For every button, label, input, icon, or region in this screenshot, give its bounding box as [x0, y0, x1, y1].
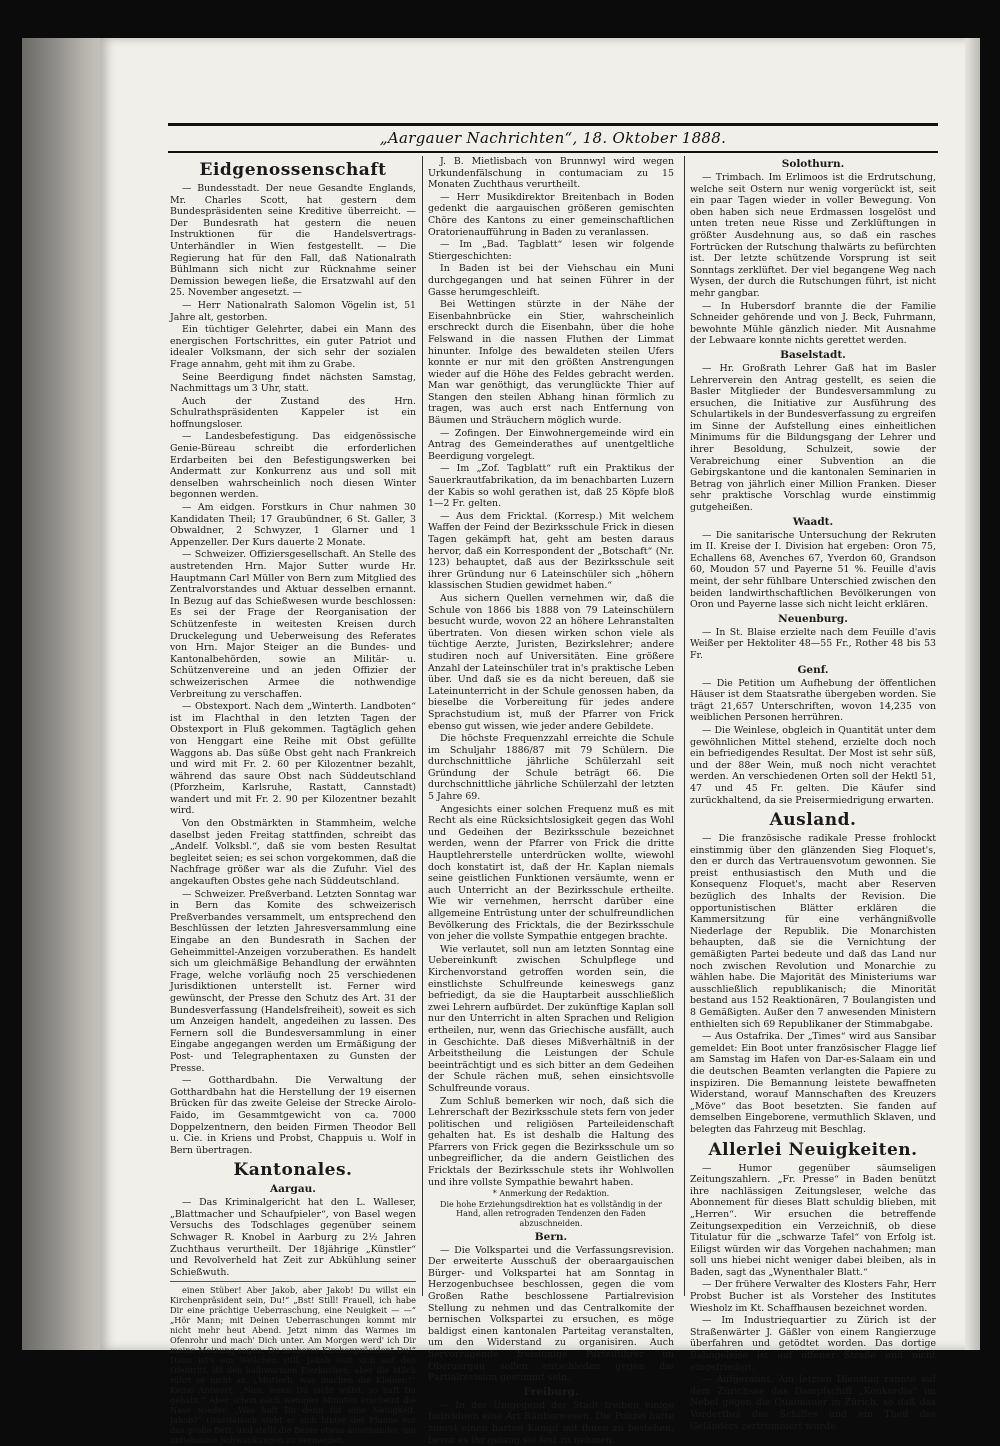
page-header: „Aargauer Nachrichten“, 18. Oktober 1888. [379, 129, 727, 147]
article-paragraph: — In St. Blaise erzielte nach dem Feuille d'avis Weißer per Hektoliter 48—55 Fr., Rother 48 bis 53 Fr. [690, 626, 936, 661]
article-paragraph: — Bundesstadt. Der neue Gesandte Englands, Mr. Charles Scott, hat gestern dem Bundespräsidenten seine Kreditive überreicht. — Der Bundesrath hat gestern die neuen Instruktionen für die Handelsvertrags-Unterhändler in Wien festgestellt. — Die Regierung hat für den Fall, daß Nationalrath Bühlmann sich nicht zur Rücknahme seiner Demission bewegen ließe, die Ersatzwahl auf den 25. November angesetzt. — [170, 183, 416, 299]
article-paragraph: — Obstexport. Nach dem „Winterth. Landboten“ ist im Flachthal in den letzten Tagen der Obstexport in Fluß gekommen. Tagtäglich gehen von Henggart eine Reihe mit Obst gefüllte Waggons ab. Das süße Obst geht nach Frankreich und wird mit Fr. 2. 60 per Kilozentner bezahlt, während das saure Obst nach Süddeutschland (Pforzheim, Karlsruhe, Rastatt, Cannstadt) wandert und mit Fr. 2. 90 per Kilozentner bezahlt wird. [170, 701, 416, 817]
article-paragraph: — Die Weinlese, obgleich in Quantität unter dem gewöhnlichen Mittel stehend, erzielte doch noch ein befriedigendes Resultat. Der Most ist sehr süß, und der 88er Wein, muß noch nicht verachtet werden. An verschiedenen Orten soll der Hektl 51, 47 und 45 Fr. gelten. Die Käufer sind zurückhaltend, da sie Preisermiedrigung erwarten. [690, 724, 936, 806]
article-paragraph: — Die Volkspartei und die Verfassungsrevision. Der erweiterte Ausschuß der oberaargauischen Bürger- und Volkspartei hat am Sonntag in Herzogenbuchsee beschlossen, gegen die vom Großen Rathe beschlossene Partialrevision Stellung zu nehmen und das Centralkomite der bernischen Volkspartei zu ersuchen, es möge baldigst einen kantonalen Parteitag veranstalten, um den Widerstand zu organisiren. Auch hervorragende freisinnige Parteiführer im Oberaargau sollen entschieden gegen die Partialrevision gestimmt sein. [428, 1244, 674, 1384]
subheading-baselstadt: Baselstadt. [780, 348, 846, 361]
article-paragraph: — Aufgerannt. Am letzten Dienstag rannte auf dem Zürichsee das Dampfschiff „Konkordia“ im Nebel gegen die Quaimauer in Zürich, so daß das Vorderthel des Schiffes und ein Theil des Geländers zertrümmert wurde. [690, 1374, 936, 1432]
editor-note-title: * Anmerkung der Redaktion. [492, 1189, 610, 1199]
article-paragraph: — Herr Nationalrath Salomon Vögelin ist, 51 Jahre alt, gestorben. [170, 299, 416, 323]
article-paragraph: — Schweizer. Preßverband. Letzten Sonntag war in Bern das Komite des schweizerisch Preßverbandes versammelt, um entsprechend den Beschlüssen der letzten Jahresversammlung eine Eingabe an den Bundesrath in Sachen der Geheimmittel-Anzeigen vorzuberathen. Es handelt sich um gleichmäßige Behandlung der erwähnten Frage, welche vorläufig noch 25 verschiedenen Jurisdiktionen unterstellt ist. Ferner wird gewünscht, der Presse den Schutz des Art. 31 der Bundesverfassung (Handelsfreiheit), soweit es sich um Anzeigen handelt, angedeihen zu lassen. Des Fernern soll die Bundesversammlung in einer Eingabe angegangen werden um Ermäßigung der Post- und Telegraphentaxen zu Gunsten der Presse. [170, 888, 416, 1074]
article-paragraph: — Aus dem Fricktal. (Korresp.) Mit welchem Waffen der Feind der Bezirksschule Frick in diesen Tagen gekämpft hat, geht am besten daraus hervor, daß ein Korrespondent der „Botschaft“ (Nr. 123) behauptet, daß aus der Bezirksschule seit ihrer Gründung nur 6 Lateinschüler sich „höhern klassischen Studien gewidmet haben.“ [428, 510, 674, 592]
column-3 [690, 156, 936, 1432]
article-paragraph: Seine Beerdigung findet nächsten Samstag, Nachmittags um 3 Uhr, statt. [170, 371, 416, 395]
article-paragraph: — Hr. Großrath Lehrer Gaß hat im Basler Lehrerverein den Antrag gestellt, es seien die Basler Mitglieder der Bundesversammlung zu ersuchen, die Initiative zur Ausführung des Schulartikels in der Bundesverfassung zu ergreifen im Sinne der Aufstellung eines einheitlichen Minimums für die Bildungsgang der Lehrer und ihrer Besoldung, Schulzeit, sowie der Verabreichung einer Subvention an die Gebirgskantone und die kantonalen Seminarien in Betrag von jährlich einer Million Franken. Dieser sehr praktische Vorschlag wurde einstimmig gutgeheißen. [690, 362, 936, 514]
subheading-solothurn: Solothurn. [781, 158, 845, 170]
feuilleton-divider [170, 1281, 416, 1282]
page-edge-shadow [22, 38, 112, 1350]
article-paragraph: — Die französische radikale Presse frohlockt einstimmig über den glänzenden Sieg Floquet's, den er durch das Vertrauensvotum gewonnen. Sie preist enthusiastisch den Muth und die Konsequenz Floquet's, macht aber Reserven bezüglich des Inhalts der Revision. Die opportunistischen Blätter erklären die Kammersitzung für eine verhängnißvolle Niederlage der Republik. Die Monarchisten behaupten, daß sie die Vernichtung der gemäßigten Partei bedeute und daß das Land nur noch zwischen Revolution und Monarchie zu wählen habe. Die Majorität des Ministeriums war ausschließlich republikanisch; die Minorität bestand aus 152 Reaktionären, 7 Boulangisten und 8 Gemäßigten. Außer den 7 anwesenden Ministern enthielten sich 69 Republikaner der Stimmabgabe. [690, 833, 936, 1030]
article-paragraph: Von den Obstmärkten in Stammheim, welche daselbst jeden Freitag stattfinden, schreibt das „Andelf. Volksbl.“, daß sie vom besten Resultat begleitet seien; es sei schon vorgekommen, daß die Nachfrage größer war als die Zufuhr. Viel des angekauften Obstes gehe nach Süddeutschland. [170, 818, 416, 888]
column-1 [170, 156, 416, 1446]
newspaper-page [100, 38, 980, 1446]
subheading-waadt: Waadt. [792, 515, 834, 528]
section-heading-kantonales: Kantonales. [233, 1160, 353, 1181]
section-heading-allerlei: Allerlei Neuigkeiten. [708, 1139, 918, 1160]
article-paragraph: Aus sichern Quellen vernehmen wir, daß die Schule von 1866 bis 1888 von 79 Lateinschülern besucht wurde, wovon 22 an höhere Lehranstalten übertraten. Von diesen wirken schon viele als tüchtige Aerzte, Juristen, Bezirkslehrer; andere studiren noch auf Universitäten. Eine größere Anzahl der Lateinschüler trat in's praktische Leben über. Und daß sie es da nicht bereuen, daß sie Lateinunterricht in der Schule genossen haben, da bieselbe die Vorbereitung für jedes andere Sprachstudium ist, muß der Pfarrer von Frick ebenso gut wissen, wie jeder andere Gebildete. [428, 592, 674, 732]
header-rule-top [168, 123, 938, 126]
article-paragraph: — Im „Zof. Tagblatt“ ruft ein Praktikus der Sauerkrautfabrikation, da im benachbarten Luzern der Kabis so wohl gerathen ist, daß 25 Köpfe bloß 1—2 Fr. gelten. [428, 463, 674, 510]
article-paragraph: — Im „Bad. Tagblatt“ lesen wir folgende Stiergeschichten: [428, 239, 674, 262]
subheading-freiburg: Freiburg. [523, 1385, 579, 1398]
article-paragraph: — Herr Musikdirektor Breitenbach in Boden gedenkt die aargauischen größeren gemischten Chöre des Kantons zu einer gemeinschaftlichen Oratorienaufführung in Baden zu veranlassen. [428, 191, 674, 238]
subheading-genf: Genf. [797, 663, 829, 676]
article-paragraph: Auch der Zustand des Hrn. Schulrathspräsidenten Kappeler ist ein hoffnungsloser. [170, 395, 416, 430]
article-paragraph: Angesichts einer solchen Frequenz muß es mit Recht als eine Rücksichtslosigkeit gegen das Wohl und Gedeihen der Bezirksschule bezeichnet werden, wenn der Pfarrer von Frick die dritte Hauptlehrerstelle unterdrücken wollte, wiewohl doch konstatirt ist, daß der Hr. Kaplan niemals seine geistlichen Funktionen versäumte, wenn er auch Unterricht an der Bezirksschule ertheilte. Wie wir vernehmen, herrscht darüber eine allgemeine Entrüstung unter der schulfreundlichen Bevölkerung des Fricktals, die der Bezirksschule von jeher die vollste Sympathie entgegen brachte. [428, 803, 674, 943]
article-paragraph: — Im Industriequartier zu Zürich ist der Straßenwärter J. Gäßler von einem Rangierzuge überfahren und getödtet worden. Das dortige Bahngeleise ist auf offener Straße und nicht eingefriedigt. [690, 1315, 936, 1373]
feuilleton-text: einen Stüber! Aber Jakob, aber Jakob! Du willst ein Kirchenpräsident sein, Du!“ „Bst! Still! Frauell, ich habe Dir eine prächtige Ueberraschung, eine Neuigkeit — —“ „Hör Mann; mit Deinen Ueberraschungen kommt mir nicht mehr heut Abend. Jetzt nimm das Warmes im Ofenrohr und mach' Dich unter. Am Morgen werd' ich Dir meine Meinung sagen; Du sauberer Kirchenpräsident Du!“ Dann ist's ein Weilchen still. Jakob sezt sich auf den Ofentritt, ißt den halbwarmen Eierkuchen; aber die Milch rührt er nicht an. „Mutterli, was machen die Kleinen?“ Keine Antwort. „Nun, wenn Du nicht willst, so haft Du gehabt.“ Aber schon nach wenigen Minuten erscheint die Nase wieder. „Was haft Du denn für eine Neuigkeit, Jakob?“ Gravitätisch steht er sich hinter der Pfanne vor das große Bett, und stellt die Beine etwas auseinander, um unliebsame Schwankungen zu vermeiden. [170, 1285, 416, 1446]
article-paragraph: J. B. Mietlisbach von Brunnwyl wird wegen Urkundenfälschung in contumaciam zu 15 Monaten Zuchthaus verurtheilt. [428, 156, 674, 191]
article-paragraph: — Am eidgen. Forstkurs in Chur nahmen 30 Kandidaten Theil; 17 Graubündner, 6 St. Galler, 3 Obwaldner, 2 Schwyzer, 1 Glarner und 1 Appenzeller. Der Kurs dauerte 2 Monate. [170, 502, 416, 548]
article-paragraph: — Gotthardbahn. Die Verwaltung der Gotthardbahn hat die Herstellung der 19 eisernen Brücken für das zweite Geleise der Strecke Airolo-Faido, im Gesammtgewicht von ca. 7000 Doppelzentnern, den beiden Firmen Theodor Bell u. Cie. in Kriens und Probst, Chappuis u. Wolf in Bern übertragen. [170, 1075, 416, 1156]
article-paragraph: Die höchste Frequenzzahl erreichte die Schule im Schuljahr 1886/87 mit 79 Schülern. Die durchschnittliche jährliche Schülerzahl seit Gründung der Schule beträgt 66. Die durchschnittliche jährliche Schülerzahl der letzten 5 Jahre 69. [428, 733, 674, 803]
article-paragraph: Zum Schluß bemerken wir noch, daß sich die Lehrerschaft der Bezirksschule stets fern von jeder politischen und religiösen Parteileidenschaft gehalten hat. Es ist deshalb die Haltung des Pfarrers von Frick gegen die Bezirksschule um so unbegreiflicher, da die andern Geistlichen des Fricktals der Bezirksschule stets ihr Wohlwollen und ihre vollste Sympathie bewahrt haben. [428, 1095, 674, 1188]
article-paragraph: — In der Umgegend der Stadt treiben einige Individuen eine Art Räuberwesen. Die Polizei hatte zuerst einen harten Kampf mit ihnen zu bestehen, bevor es ihr gelang sie fest zu nehmen. [428, 1399, 674, 1446]
article-paragraph: — Die sanitarische Untersuchung der Rekruten im II. Kreise der I. Division hat ergeben: Oron 75, Echallens 68, Avenches 67, Yverdon 60, Grandson 60, Moudon 57 und Payerne 51 %. Feuille d'avis meint, der sehr fühlbare Unterschied zwischen den beiden landwirthschaftlichen Bevölkerungen von Oron und Payerne lasse sich nicht leicht erklären. [690, 529, 936, 611]
article-paragraph: — Landesbefestigung. Das eidgenössische Genie-Büreau schreibt die erforderlichen Erdarbeiten bei den Befestigungswerken bei Andermatt zur Konkurrenz aus und soll mit denselben wahrscheinlich noch diesen Winter begonnen werden. [170, 431, 416, 501]
article-paragraph: — Der frühere Verwalter des Klosters Fahr, Herr Probst Bucher ist als Vorsteher des Institutes Wiesholz im Kt. Schaffhausen bezeichnet worden. [690, 1279, 936, 1314]
section-heading-ausland: Ausland. [769, 810, 857, 831]
article-paragraph: — Aus Ostafrika. Der „Times“ wird aus Sansibar gemeldet: Ein Boot unter französischer Flagge lief am Samstag im Hafen von Dar-es-Salaam ein und die deutschen Beamten verlangten die Papiere zu inspiziren. Die Bemannung leistete bewaffneten Widerstand, worauf Mannschaften des Kreuzers „Möve“ das Boot besetzten. Sie fanden auf demselben Eingeborene, vermuthlich Sklaven, und belegten das Fahrzeug mit Beschlag. [690, 1031, 936, 1135]
article-paragraph: — Zofingen. Der Einwohnergemeinde wird ein Antrag des Gemeinderathes auf unentgeltliche Beerdigung vorgelegt. [428, 427, 674, 462]
editor-note-text: Die hohe Erziehungsdirektion hat es vollständig in der Hand, allen retrograden Tendenzen den Faden abzuschneiden. [440, 1199, 662, 1229]
article-paragraph: Wie verlautet, soll nun am letzten Sonntag eine Uebereinkunft zwischen Schulpflege und Kirchenvorstand getroffen worden sein, die einstlichste Schulfreunde keineswegs ganz befriedigt, da sie die Hauptarbeit ausschließlich zwei Lehrern aufbürdet. Der zukünftige Kaplan soll nur den Unterricht in alten Sprachen und Religion ertheilen, nur, wenn das Griechische ausfällt, auch in Geschichte. Daß dieses Mißverhältniß in der Arbeitstheilung die Leistungen der Schule beeinträchtigt und es sich bitter an dem Gedeihen der Schule rächen muß, sehen einsichtsvolle Schulfreunde voraus. [428, 943, 674, 1094]
article-paragraph: — Trimbach. Im Erlimoos ist die Erdrutschung, welche seit Ostern nur wenig vorgerückt ist, seit ein paar Tagen wieder in voller Bewegung. Von oben haben sich neue Erdmassen losgelöst und unten treten neue Risse und Zerklüftungen in größter Ausdehnung aus, so daß ein rasches Fortrücken der Rutschung thalwärts zu befürchten ist. Der letzte schützende Vorsprung ist seit Sonntags zerklüftet. Der viel begangene Weg nach Wysen, der durch die Rutschungen führt, ist nicht mehr gangbar. [690, 172, 936, 299]
page-edge-right [965, 38, 980, 1350]
article-paragraph: In Baden ist bei der Viehschau ein Muni durchgegangen und hat seinen Führer in der Gasse herumgeschleift. [428, 263, 674, 298]
article-paragraph: Bei Wettingen stürzte in der Nähe der Eisenbahnbrücke ein Stier, wahrscheinlich erschreckt durch die Eisenbahn, über die hohe Felswand in die nassen Fluthen der Limmat hinunter. Infolge des bewaldeten steilen Ufers konnte er nur mit den größten Anstrengungen wieder auf die Höhe des Feldes gebracht werden. Man war genöthigt, das verunglückte Thier auf Stangen den steilen Abhang hinan förmlich zu tragen, was auch erst nach Entfernung von Bäumen und Sträuchern möglich wurde. [428, 299, 674, 427]
column-divider-2 [684, 156, 685, 1296]
article-paragraph: — In Hubersdorf brannte die der Familie Schneider gehörende und von J. Beck, Fuhrmann, bewohnte Mühle gänzlich nieder. Mit Ausnahme der Lebwaare konnte nichts gerettet werden. [690, 300, 936, 347]
subheading-aargau: Aargau. [270, 1183, 316, 1196]
section-heading-eidgenossenschaft: Eidgenossenschaft [199, 160, 387, 180]
article-paragraph: Ein tüchtiger Gelehrter, dabei ein Mann des energischen Fortschrittes, ein guter Patriot und idealer Volksmann, der sich sehr der sozialen Frage annahm, geht mit ihm zu Grabe. [170, 324, 416, 370]
subheading-bern: Bern. [534, 1230, 568, 1243]
subheading-neuenburg: Neuenburg. [778, 612, 848, 625]
article-paragraph: — Schweizer. Offiziersgesellschaft. An Stelle des austretenden Hrn. Major Sutter wurde Hr. Hauptmann Carl Müller von Bern zum Mitglied des Zentralvorstandes und Aktuar desselben ernannt. In Bezug auf das Schießwesen wurde beschlossen: Es sei der Frage der Reorganisation der Schützenfeste in weitesten Kreisen durch Druckelegung und Ueberweisung des Referates von Hrn. Major Steiger an die Bundes- und Kantonalbehörden, sowie an Militär- u. Schützenvereine und an jeden Offizier der schweizerischen Armee die nothwendige Verbreitung zu verschaffen. [170, 549, 416, 700]
column-divider-1 [422, 156, 423, 1296]
article-paragraph: — Die Petition um Aufhebung der öffentlichen Häuser ist dem Staatsrathe übergeben worden. Sie trägt 21,657 Unterschriften, wovon 14,235 von weiblichen Personen herrühren. [690, 677, 936, 724]
header-rule-bottom [168, 151, 938, 153]
article-paragraph: — Das Kriminalgericht hat den L. Walleser, „Blattmacher und Schaufpieler“, von Basel wegen Versuchs des Todschlages gegenüber seinem Schwager R. Knobel in Aarburg zu 2½ Jahren Zuchthaus verurtheilt. Der 18jährige „Künstler“ und Revolverheld hat Zeit zur Abkühlung seiner Schießwuth. [170, 1197, 416, 1278]
article-paragraph: — Humor gegenüber säumseligen Zeitungszahlern. „Fr. Presse“ in Baden benützt ihre nachlässigen Zeitungsleser, welche das Abonnement für dieses Blatt schuldig blieben, mit „Herren“. Wir ersuchen die betreffende Zeitungsexpedition ein Verzeichniß, ob diese Titulatur für die „schwarze Tafel“ von Erfolg ist. Eiligst würden wir das Vorgehen nachahmen; man soll uns hiebei nicht weniger dabei bleiben, als in Baden, sagt das „Wynenthaler Blatt.“ [690, 1162, 936, 1278]
column-2 [428, 156, 674, 1446]
